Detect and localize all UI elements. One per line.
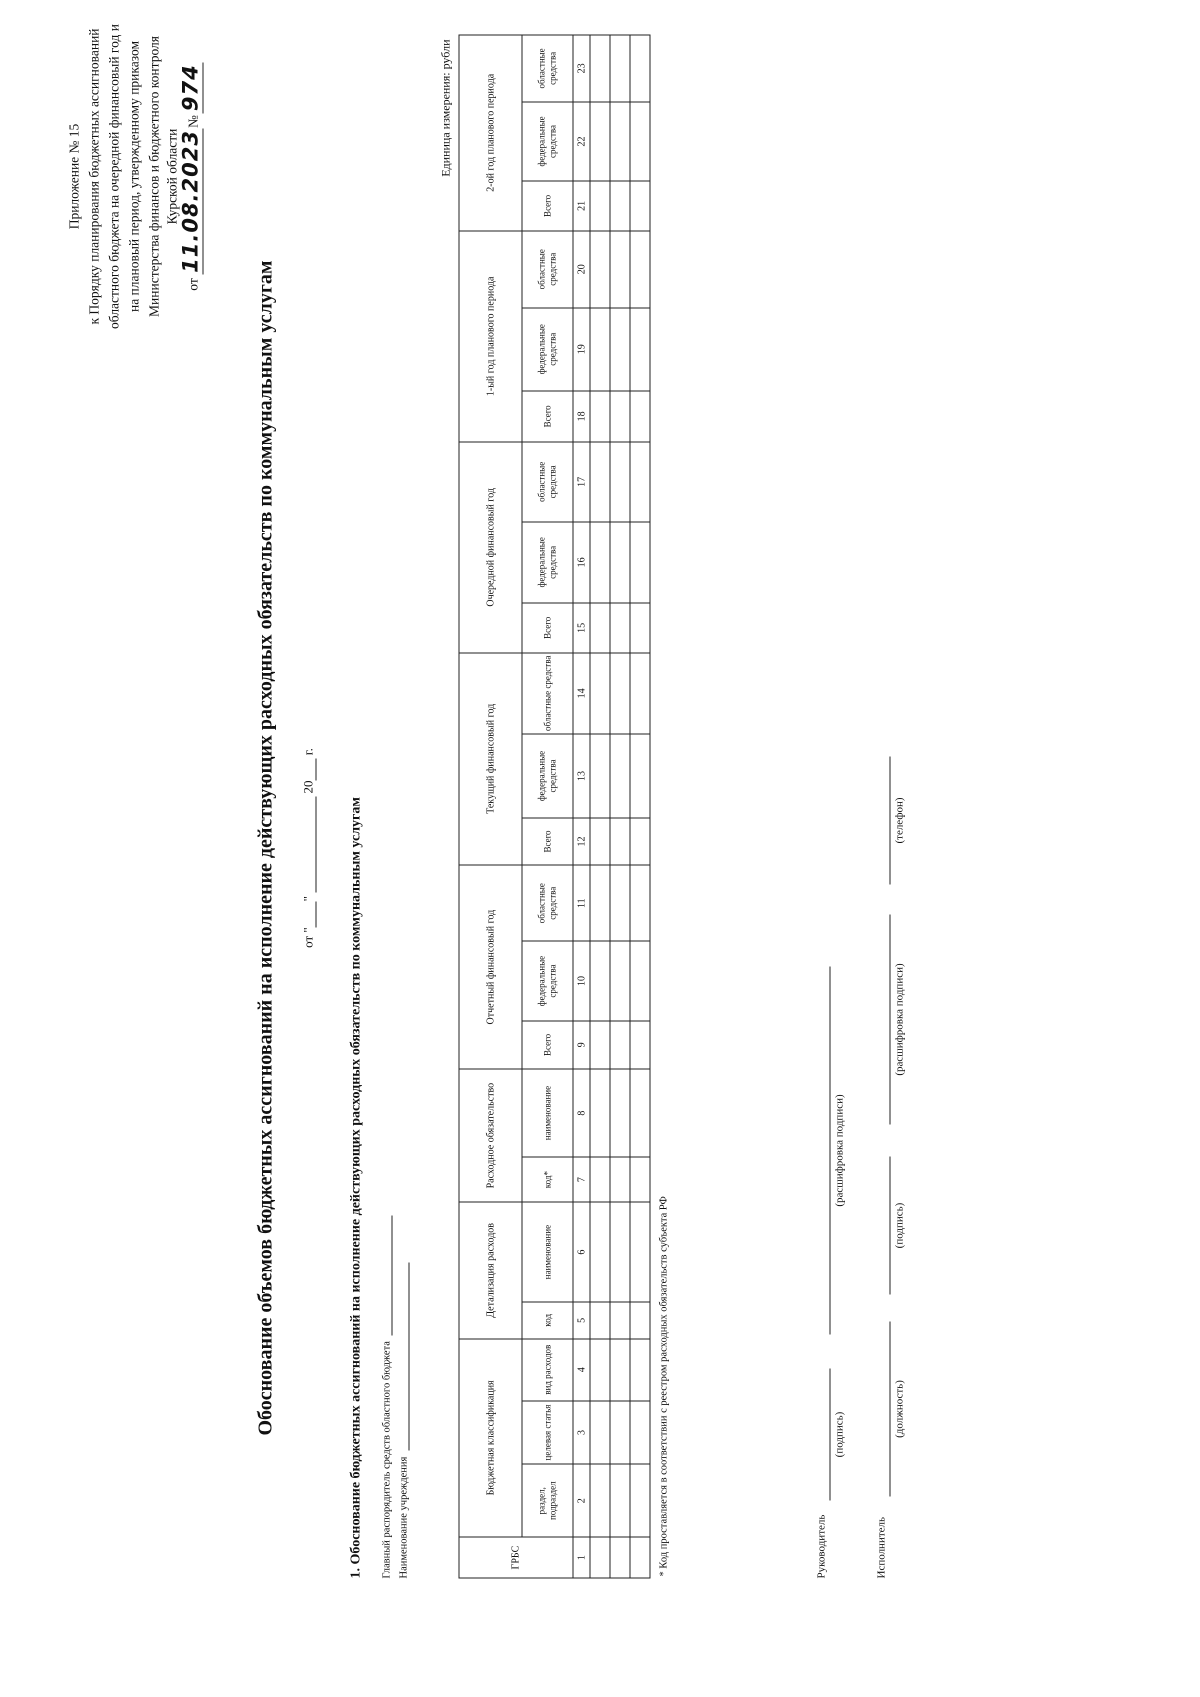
header-budget-classification: Бюджетная классификация (459, 1339, 522, 1538)
chief-manager-row (382, 1215, 393, 1578)
column-number: 9 (573, 1021, 590, 1069)
handwritten-order-date: 11.08.2023 (178, 130, 203, 273)
table-header-group-row (459, 35, 522, 1578)
header-total: Всего (522, 1021, 573, 1069)
head-signature-line (830, 1369, 831, 1501)
column-number: 10 (573, 941, 590, 1020)
header-federal: федеральные средства (522, 102, 573, 181)
table-header-row (522, 35, 573, 1578)
appendix-order-line (180, 7, 205, 347)
head-label: Руководитель (815, 1514, 828, 1579)
appropriations-table (459, 35, 651, 1579)
date-from-label: от " (300, 927, 316, 948)
header-total: Всего (522, 818, 573, 865)
institution-label: Наименование учреждения (398, 1456, 410, 1579)
appendix-line: областного бюджета на очередной финансовый год и (106, 24, 122, 329)
column-number: 16 (573, 522, 590, 604)
header-plan-year-1: 1-ый год планового периода (459, 231, 522, 443)
document-title: Обоснование объемов бюджетных ассигнований на исполнение действующих расходных обязательств по коммунальным услугам (254, 260, 277, 1436)
section-title: 1. Обоснование бюджетных ассигнований на исполнение действующих расходных обязательств по коммунальным услугам (348, 797, 364, 1579)
date-century: 20 (300, 780, 316, 794)
document-sheet (1, 0, 1200, 1697)
header-regional: областные средства (522, 442, 573, 521)
table-row (610, 35, 630, 1578)
date-quote: " (300, 896, 316, 902)
column-number: 1 (573, 1537, 590, 1578)
unit-of-measure: Единица измерения: рубли (438, 39, 453, 177)
executor-decoding-line (890, 915, 891, 1125)
handwritten-order-number: 974 (178, 64, 203, 112)
header-regional: областные средства (522, 865, 573, 941)
column-number: 3 (573, 1401, 590, 1464)
header-expense-type: вид расходов (522, 1339, 573, 1401)
head-signature-caption: (подпись) (833, 1411, 846, 1458)
header-current-year: Текущий финансовый год (459, 653, 522, 866)
header-federal: федеральные средства (522, 734, 573, 818)
executor-signature-line (890, 1157, 891, 1295)
column-number: 5 (573, 1302, 590, 1339)
header-total: Всего (522, 391, 573, 443)
header-expense-obligation: Расходное обязательство (459, 1069, 522, 1202)
header-detail-name: наименование (522, 1202, 573, 1302)
executor-position-caption: (должность) (893, 1380, 906, 1438)
column-number: 13 (573, 734, 590, 818)
appendix-line: Курской области (164, 128, 180, 225)
column-number: 19 (573, 308, 590, 391)
column-number: 4 (573, 1339, 590, 1401)
header-obligation-name: наименование (522, 1069, 573, 1157)
footnote: * Код проставляется в соответствии с реестром расходных обязательств субъекта РФ (658, 1196, 670, 1577)
header-detail-code: код (522, 1302, 573, 1339)
executor-phone-caption: (телефон) (893, 797, 906, 844)
executor-decoding-caption: (расшифровка подписи) (893, 963, 906, 1076)
table-row (590, 35, 610, 1578)
order-from-prefix: от (185, 278, 201, 291)
order-number-prefix: № (185, 115, 201, 129)
header-federal: федеральные средства (522, 522, 573, 604)
header-total: Всего (522, 603, 573, 652)
header-section: раздел, подраздел (522, 1464, 573, 1537)
executor-label: Исполнитель (875, 1516, 888, 1579)
date-line (301, 0, 317, 1697)
column-number: 17 (573, 442, 590, 521)
column-number: 23 (573, 35, 590, 102)
appendix-header (65, 7, 205, 347)
column-number-row (573, 35, 590, 1578)
header-federal: федеральные средства (522, 308, 573, 391)
header-total: Всего (522, 181, 573, 230)
column-number: 20 (573, 231, 590, 308)
head-decoding-caption: (расшифровка подписи) (833, 1094, 846, 1207)
appendix-line: к Порядку планирования бюджетных ассигнований (86, 28, 102, 325)
column-number: 15 (573, 603, 590, 652)
column-number: 2 (573, 1464, 590, 1537)
column-number: 22 (573, 102, 590, 181)
institution-row (399, 1263, 410, 1579)
header-expense-detail: Детализация расходов (459, 1202, 522, 1338)
header-next-year: Очередной финансовый год (459, 442, 522, 652)
executor-phone-line (890, 757, 891, 885)
column-number: 11 (573, 865, 590, 941)
header-obligation-code: код* (522, 1157, 573, 1202)
column-number: 7 (573, 1157, 590, 1202)
header-plan-year-2: 2-ой год планового периода (459, 35, 522, 231)
column-number: 21 (573, 181, 590, 230)
chief-manager-label: Главный распорядитель средств областного бюджета (381, 1341, 393, 1579)
header-regional: областные средства (522, 653, 573, 735)
appendix-line: Министерства финансов и бюджетного контроля (146, 36, 162, 317)
column-number: 12 (573, 818, 590, 865)
column-number: 18 (573, 391, 590, 443)
column-number: 6 (573, 1202, 590, 1302)
appendix-line: на плановый период, утвержденному приказом (126, 40, 142, 313)
appendix-line: Приложение № 15 (66, 123, 82, 230)
header-grbs: ГРБС (459, 1537, 573, 1578)
column-number: 14 (573, 653, 590, 735)
executor-signature-caption: (подпись) (893, 1202, 906, 1249)
head-decoding-line (830, 967, 831, 1335)
header-regional: областные средства (522, 231, 573, 308)
table-row (630, 35, 650, 1578)
header-target-item: целевая статья (522, 1401, 573, 1464)
column-number: 8 (573, 1069, 590, 1157)
header-regional: областные средства (522, 35, 573, 102)
header-federal: федеральные средства (522, 941, 573, 1020)
date-year-suffix: г. (300, 748, 316, 756)
header-reporting-year: Отчетный финансовый год (459, 865, 522, 1069)
executor-position-line (890, 1322, 891, 1497)
